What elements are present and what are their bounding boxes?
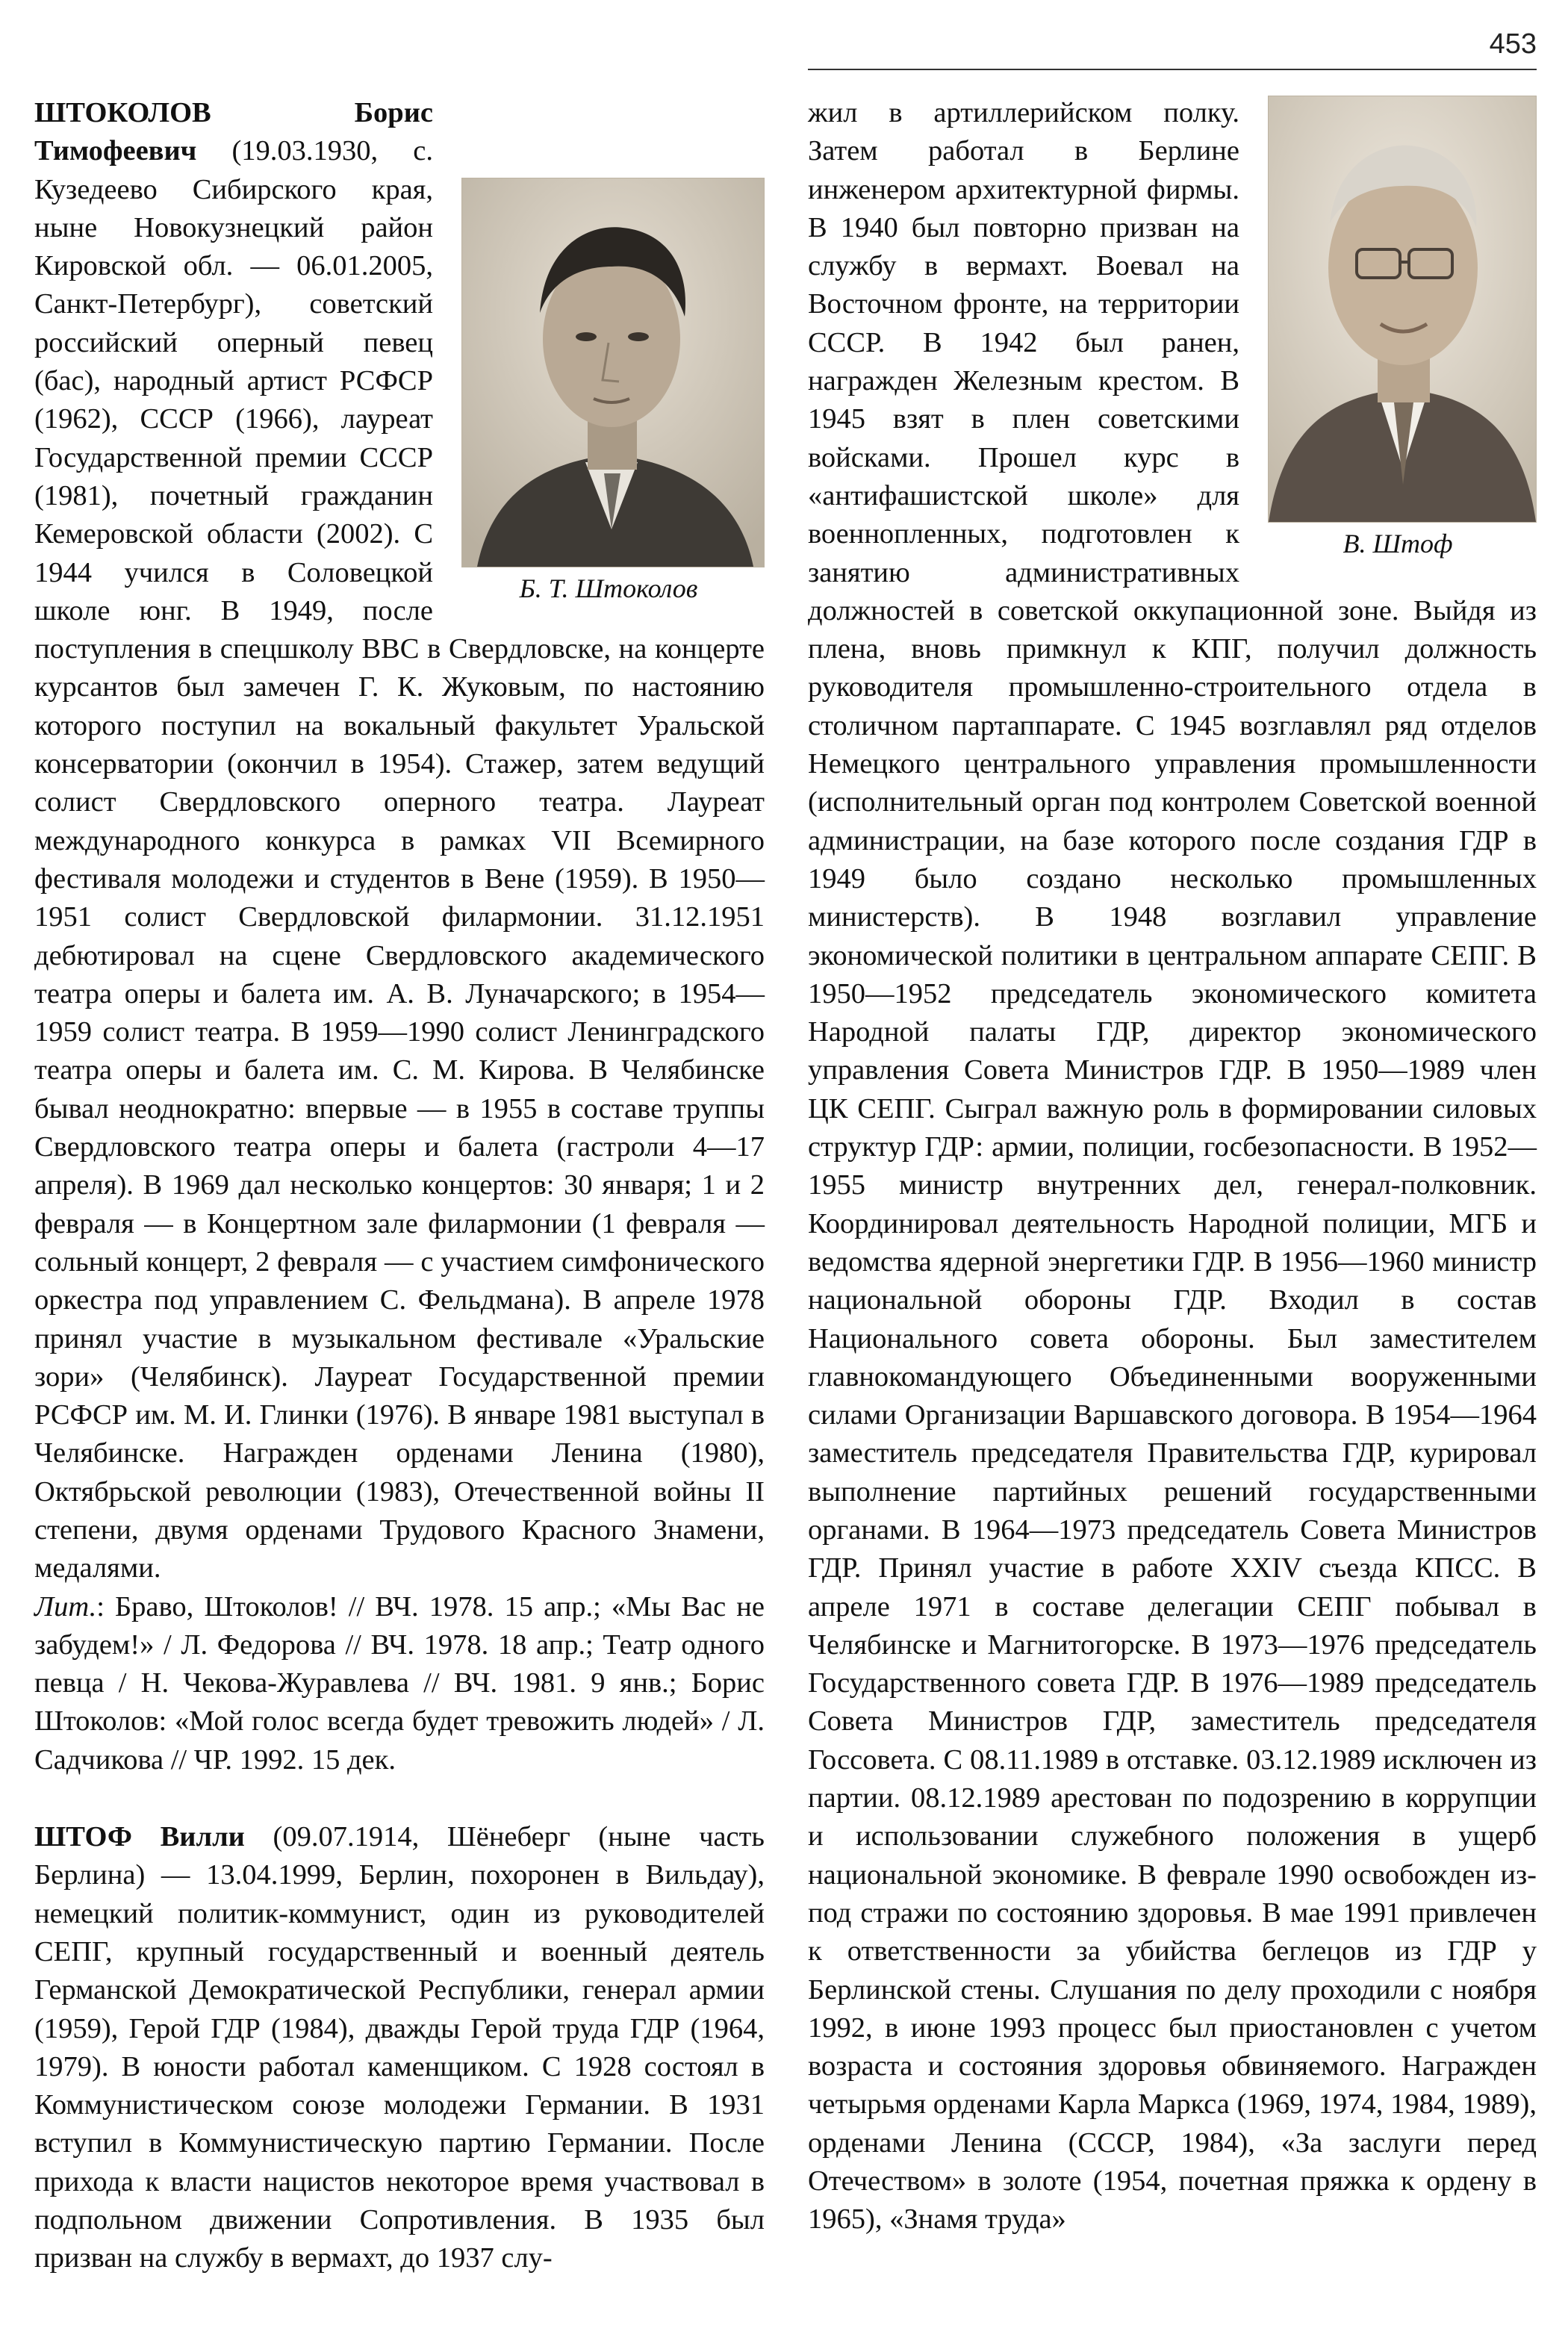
photo-figure-shtokolov [452, 178, 765, 605]
photo-figure-stoph [1259, 96, 1537, 560]
literature-label: Лит. [34, 1590, 97, 1623]
literature-shtokolov [34, 1588, 765, 1779]
entry-text-stoph [34, 1818, 765, 2278]
entry-stoph [34, 1818, 765, 2278]
photo-caption-shtokolov: Б. Т. Штоколов [519, 573, 698, 603]
portrait-photo-stoph [1268, 96, 1537, 523]
portrait-image-icon [1269, 96, 1536, 522]
photo-caption-stoph: В. Штоф [1343, 529, 1453, 559]
portrait-photo-shtokolov [461, 178, 765, 567]
headword-stoph: ШТОФ Вилли [34, 1821, 245, 1853]
header-rule [808, 69, 1537, 70]
portrait-image-icon [462, 178, 764, 567]
right-column [808, 94, 1537, 2239]
headword-shtokolov: ШТОКОЛОВ Борис Тимофеевич [34, 97, 433, 167]
entry-shtokolov [34, 94, 765, 1779]
page-number: 453 [1489, 28, 1537, 60]
entry-body-stoph-left: (09.07.1914, Шёнеберг (ныне часть Берлина) — 13.04.1999, Берлин, похоронен в Вильдау), немецкий политик-коммунист, один из руководителей СЕПГ, крупный государственный и военный деятель Германской Демократической Республики, генерал армии (1959), Герой ГДР (1984), дважды Герой труда ГДР (1964, 1979). В юности работал каменщиком. С 1928 состоял в Коммунистическом союзе молодежи Германии. В 1931 вступил в Коммунистическую партию Германии. После прихода к власти нацистов некоторое время участвовал в подпольном движении Сопротивления. В 1935 был призван на службу в вермахт, до 1937 слу- [34, 1821, 765, 2274]
left-column [34, 94, 765, 2278]
entry-body-shtokolov: (19.03.1930, с. Кузедеево Сибирского края, ныне Новокузнецкий район Кировской обл. — 06.01.2005, Санкт-Петербург), советский российский оперный певец (бас), народный артист РСФСР (1962), СССР (1966), лауреат Государственной премии СССР (1981), почетный гражданин Кемеровской области (2002). С 1944 учился в Соловецкой школе юнг. В 1949, после поступления в спецшколу ВВС в Свердловске, на концерте курсантов был замечен Г. К. Жуковым, по настоянию которого поступил на вокальный факультет Уральской консерватории (окончил в 1954). Стажер, затем ведущий солист Свердловского оперного театра. Лауреат международного конкурса в рамках VII Всемирного фестиваля молодежи и студентов в Вене (1959). В 1950—1951 солист Свердловской филармонии. 31.12.1951 дебютировал на сцене Свердловского академического театра оперы и балета им. А. В. Луначарского; в 1954—1959 солист театра. В 1959—1990 солист Ленинградского театра оперы и балета им. С. М. Кирова. В Челябинске бывал неоднократно: впервые — в 1955 в составе труппы Свердловского театра оперы и балета (гастроли 4—17 апреля). В 1969 дал несколько концертов: 30 января; 1 и 2 февраля — в Концертном зале филармонии (1 февраля — сольный концерт, 2 февраля — с участием симфонического оркестра под управлением С. Фельдмана). В апреле 1978 принял участие в музыкальном фестивале «Уральские зори» (Челябинск). Лауреат Государственной премии РСФСР им. М. И. Глинки (1976). В январе 1981 выступал в Челябинске. Награжден орденами Ленина (1980), Октябрьской революции (1983), Отечественной войны II степени, двумя орденами Трудового Красного Знамени, медалями. [34, 135, 765, 1584]
literature-text: : Браво, Штоколов! // ВЧ. 1978. 15 апр.; «Мы Вас не забудем!» / Л. Федорова // ВЧ. 1978. 18 апр.; Театр одного певца / Н. Чекова-Журавлева // ВЧ. 1981. 9 янв.; Борис Штоколов: «Мой голос всегда будет тревожить людей» / Л. Садчикова // ЧР. 1992. 15 дек. [34, 1590, 765, 1776]
entry-body-stoph-right: жил в артиллерийском полку. Затем работал в Берлине инженером архитектурной фирмы. В 1940 был повторно призван на службу в вермахт. Воевал на Восточном фронте, на территории СССР. В 1942 был ранен, награжден Железным крестом. В 1945 взят в плен советскими войсками. Прошел курс в «антифашистской школе» для военнопленных, подготовлен к занятию административных должностей в советской оккупационной зоне. Выйдя из плена, вновь примкнул к КПГ, получил должность руководителя промышленно-строительного отдела в столичном партаппарате. С 1945 возглавлял ряд отделов Немецкого центрального управления промышленности (исполнительный орган под контролем Советской военной администрации, на базе которого после создания ГДР в 1949 было создано несколько промышленных министерств). В 1948 возглавил управление экономической политики в центральном аппарате СЕПГ. В 1950—1952 председатель экономического комитета Народной палаты ГДР, директор экономического управления Совета Министров ГДР. В 1950—1989 член ЦК СЕПГ. Сыграл важную роль в формировании силовых структур ГДР: армии, полиции, госбезопасности. В 1952—1955 министр внутренних дел, генерал-полковник. Координировал деятельность Народной полиции, МГБ и ведомства ядерной энергетики ГДР. В 1956—1960 министр национальной обороны ГДР. Входил в состав Национального совета обороны. Был заместителем главнокомандующего Объединенными вооруженными силами Организации Варшавского договора. В 1954—1964 заместитель председателя Правительства ГДР, курировал выполнение партийных решений государственными органами. В 1964—1973 председатель Совета Министров ГДР. Принял участие в работе XXIV съезда КПСС. В апреле 1971 в составе делегации СЕПГ побывал в Челябинске и Магнитогорске. В 1973—1976 председатель Государственного совета ГДР. В 1976—1989 председатель Совета Министров ГДР, заместитель председателя Госсовета. С 08.11.1989 в отставке. 03.12.1989 исключен из партии. 08.12.1989 арестован по подозрению в коррупции и использовании служебного положения в ущерб национальной экономике. В феврале 1990 освобожден из-под стражи по состоянию здоровья. В мае 1991 привлечен к ответственности за убийства беглецов из ГДР у Берлинской стены. Слушания по делу проходили с ноября 1992, в июне 1993 процесс был приостановлен с учетом возраста и состояния здоровья обвиняемого. Награжден четырьмя орденами Карла Маркса (1969, 1974, 1984, 1989), орденами Ленина (СССР, 1984), «За заслуги перед Отечеством» в золоте (1954, почетная пряжка к ордену в 1965), «Знамя труда» [808, 97, 1537, 2236]
